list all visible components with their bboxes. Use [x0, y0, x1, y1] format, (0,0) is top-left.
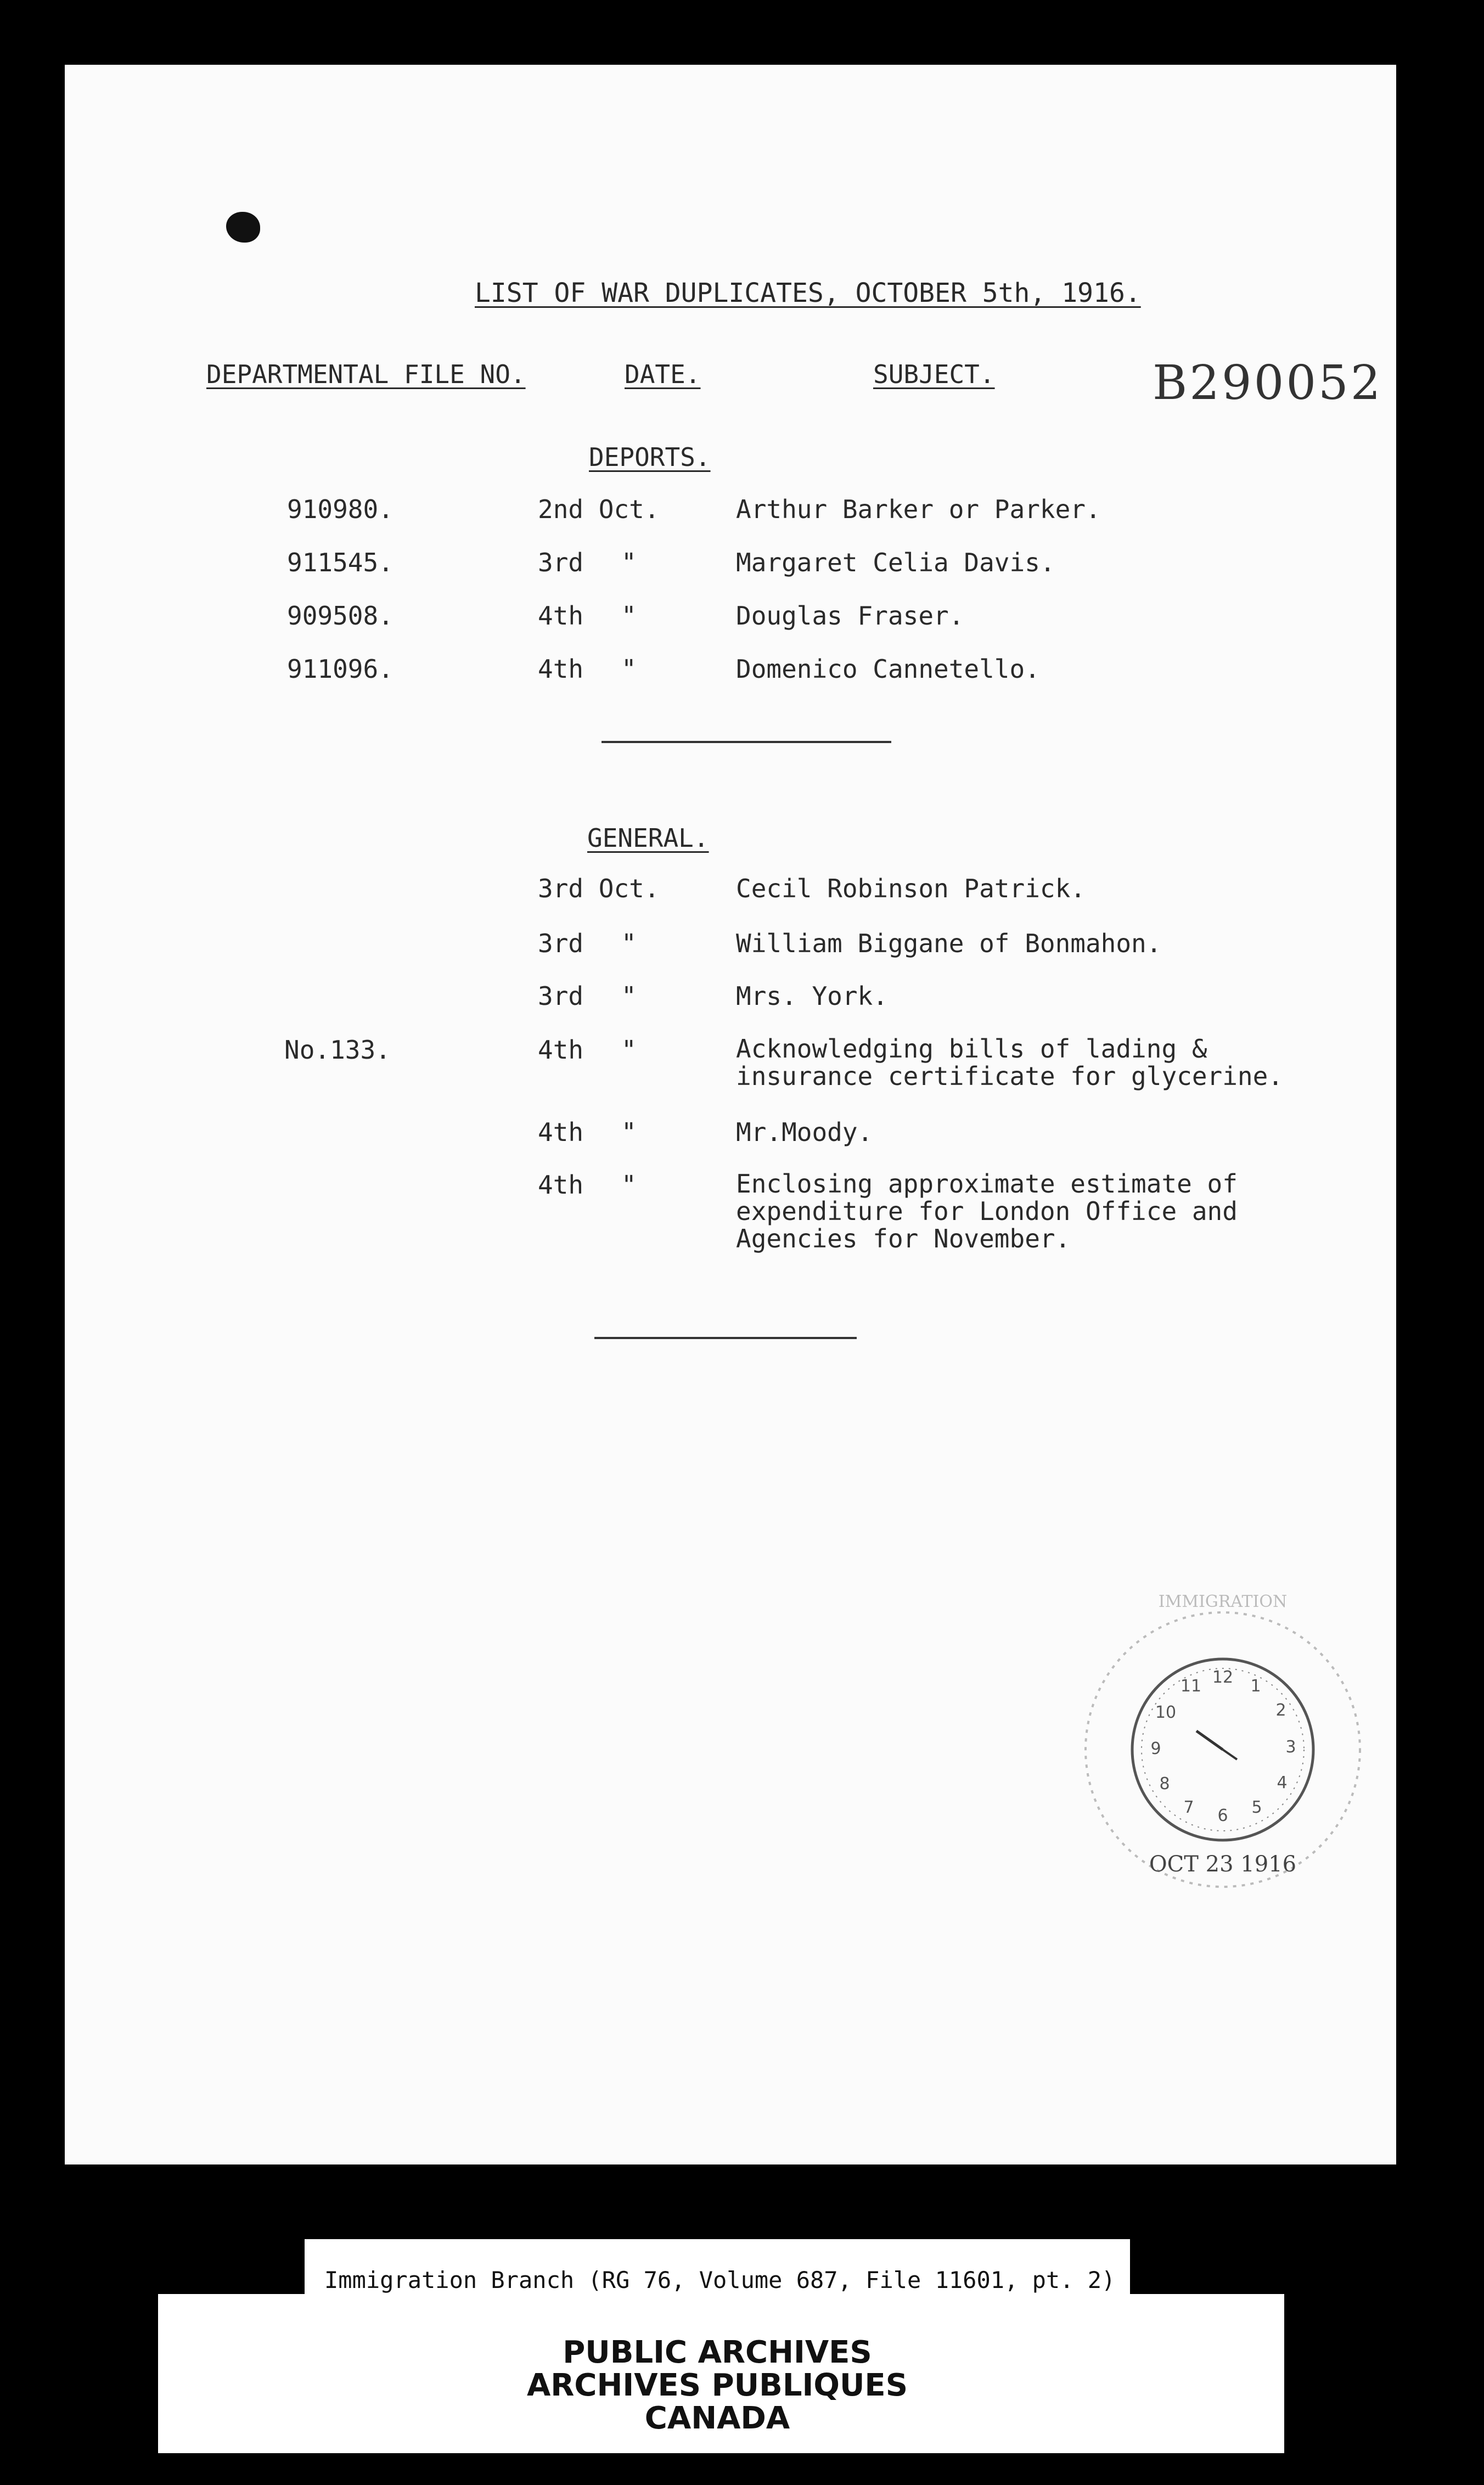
file-number: 910980.: [287, 494, 394, 524]
received-date-stamp: [992, 1563, 1387, 1958]
archive-label: [305, 2320, 1130, 2451]
subject: Domenico Cannetello.: [736, 654, 1040, 684]
clock-number: 9: [1150, 1739, 1161, 1758]
general-heading: GENERAL.: [587, 823, 709, 853]
date: 3rd: [538, 548, 584, 577]
archive-line-2: ARCHIVES PUBLIQUES: [526, 2368, 908, 2403]
date: 4th: [538, 654, 584, 684]
stamp-top-text: IMMIGRATION: [1158, 1592, 1288, 1611]
date: 4th: [538, 601, 584, 631]
clock-stamp-icon: [992, 1563, 1387, 1958]
header-date: DATE.: [625, 359, 701, 389]
ditto-mark: ": [621, 601, 637, 631]
clock-number: 10: [1155, 1703, 1177, 1722]
date: 3rd: [538, 929, 584, 958]
subject: Cecil Robinson Patrick.: [736, 874, 1086, 903]
ditto-mark: ": [621, 981, 637, 1011]
date: 2nd Oct.: [538, 494, 660, 524]
reference-number: B290052: [1153, 356, 1383, 411]
subject: Douglas Fraser.: [736, 601, 964, 631]
date: 4th: [538, 1035, 584, 1065]
clock-number: 6: [1217, 1806, 1228, 1825]
clock-number: 1: [1250, 1677, 1261, 1696]
subject: Mr.Moody.: [736, 1117, 873, 1147]
date: 3rd Oct.: [538, 874, 660, 903]
header-file-no: DEPARTMENTAL FILE NO.: [206, 359, 526, 389]
document-title: LIST OF WAR DUPLICATES, OCTOBER 5th, 1916.: [475, 278, 1141, 308]
file-number: 911545.: [287, 548, 394, 577]
file-number: 909508.: [287, 601, 394, 631]
ink-blot: [226, 212, 260, 243]
subject: Mrs. York.: [736, 981, 888, 1011]
file-number: No.133.: [284, 1035, 391, 1065]
date: 3rd: [538, 981, 584, 1011]
ditto-mark: ": [621, 929, 637, 958]
archive-reference-label: Immigration Branch (RG 76, Volume 687, File 11601, pt. 2): [305, 2239, 1130, 2320]
stamp-date: OCT 23 1916: [1149, 1852, 1297, 1877]
deports-heading: DEPORTS.: [589, 442, 711, 472]
ditto-mark: ": [621, 1117, 637, 1147]
ditto-mark: ": [621, 1170, 637, 1200]
clock-number: 2: [1275, 1701, 1286, 1720]
date: 4th: [538, 1170, 584, 1200]
header-subject: SUBJECT.: [873, 359, 995, 389]
clock-number: 5: [1251, 1798, 1262, 1817]
clock-number: 3: [1285, 1738, 1296, 1757]
section-divider: [594, 1337, 857, 1339]
clock-number: 4: [1277, 1773, 1288, 1792]
subject: Arthur Barker or Parker.: [736, 494, 1101, 524]
document-page: [65, 65, 1396, 2164]
ditto-mark: ": [621, 1035, 637, 1065]
archive-line-1: PUBLIC ARCHIVES: [563, 2335, 872, 2370]
subject: Enclosing approximate estimate of expenditure for London Office and Agencies for November.: [736, 1169, 1238, 1253]
section-divider: [602, 741, 891, 743]
clock-number: 12: [1212, 1668, 1234, 1687]
subject: William Biggane of Bonmahon.: [736, 929, 1162, 958]
subject: Margaret Celia Davis.: [736, 548, 1055, 577]
ditto-mark: ": [621, 654, 637, 684]
clock-number: 7: [1183, 1798, 1194, 1817]
subject: Acknowledging bills of lading & insurance certificate for glycerine.: [736, 1034, 1283, 1091]
ditto-mark: ": [621, 548, 637, 577]
archive-line-3: CANADA: [644, 2400, 790, 2436]
clock-number: 11: [1180, 1677, 1202, 1696]
file-number: 911096.: [287, 654, 394, 684]
clock-number: 8: [1159, 1774, 1170, 1794]
date: 4th: [538, 1117, 584, 1147]
